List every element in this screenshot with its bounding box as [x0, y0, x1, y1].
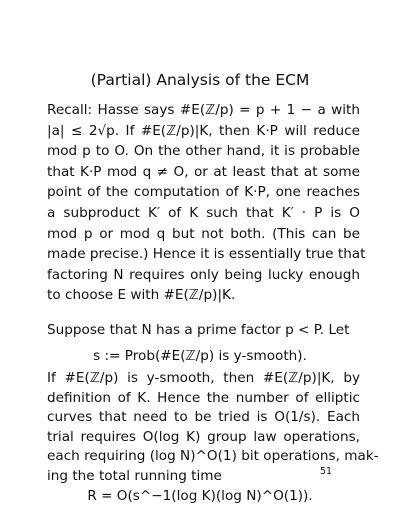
text-line: factoring N requires only being lucky enough: [47, 266, 360, 283]
display-equation-r: R = O(s^−1(log K)(log N)^O(1)).: [87, 488, 313, 504]
paragraph-recall: [47, 100, 366, 306]
text-line: that K·P mod q ≠ O, or at least that at some: [47, 163, 360, 180]
text-line: curves that need to be tried is O(1/s). Each: [47, 409, 360, 426]
text-line: ing the total running time: [47, 467, 222, 484]
text-line: a subproduct K′ of K such that K′ · P is O: [47, 204, 360, 221]
text-line: Recall: Hasse says #E(ℤ/p) = p + 1 − a with: [47, 102, 360, 118]
text-line: point of the computation of K·P, one reaches: [47, 184, 360, 201]
text-line: made precise.) Hence it is essentially true that: [47, 246, 366, 263]
display-equation-s: s := Prob(#E(ℤ/p) is y-smooth).: [93, 348, 307, 364]
text-line: mod p to O. On the other hand, it is probable: [47, 143, 360, 160]
text-line: definition of K. Hence the number of elliptic: [47, 389, 360, 406]
text-line: If #E(ℤ/p) is y-smooth, then #E(ℤ/p)|K, by: [47, 370, 360, 386]
page-number: 51: [320, 466, 333, 477]
page-title: (Partial) Analysis of the ECM: [90, 71, 310, 89]
paragraph-smooth: [47, 369, 379, 487]
text-line: |a| ≤ 2√p. If #E(ℤ/p)|K, then K·P will reduce: [47, 122, 360, 139]
text-line: Suppose that N has a prime factor p < P. Let: [47, 322, 350, 338]
text-line: each requiring (log N)^O(1) bit operations, mak-: [47, 448, 379, 465]
text-line: to choose E with #E(ℤ/p)|K.: [47, 287, 236, 304]
text-line: trial requires O(log K) group law operations,: [47, 428, 360, 445]
paragraph-suppose: [47, 320, 360, 341]
text-line: mod p or mod q but not both. (This can be: [47, 225, 360, 242]
